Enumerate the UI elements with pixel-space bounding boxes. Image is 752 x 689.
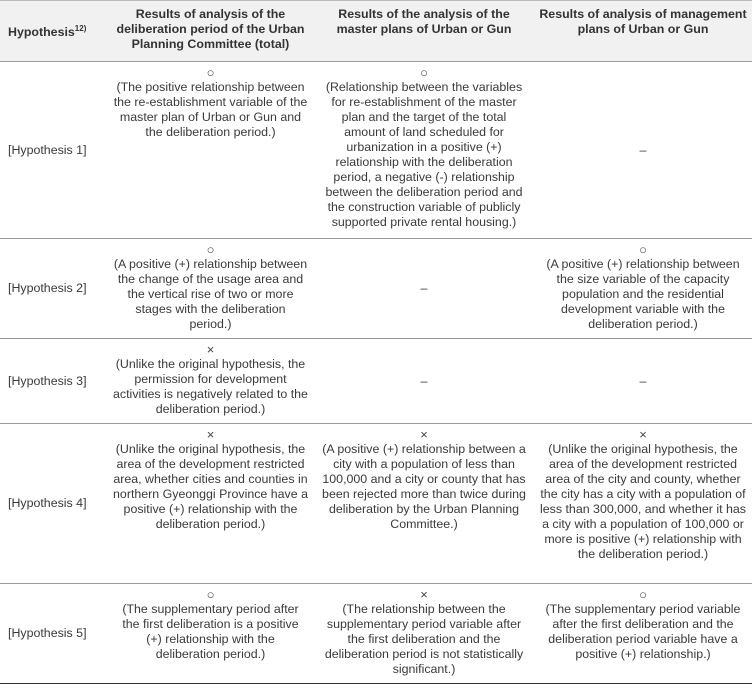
result-cell-management-plan <box>534 584 752 684</box>
result-mark: ○ <box>206 242 215 257</box>
table-row-hypothesis-5 <box>0 584 752 684</box>
result-mark: ○ <box>639 242 647 257</box>
result-text: (Unlike the original hypothesis, the area of the development restricted area of the city and county, whether the city has a city with a population of less than 300,000, and whether it has a city with a population of 100,000 or more is positive (+) relationship with the deliberation period.) <box>540 442 746 561</box>
table-row-hypothesis-2 <box>0 239 752 339</box>
result-mark: × <box>206 342 215 357</box>
table-row-hypothesis-3 <box>0 339 752 424</box>
result-text: (Relationship between the variables for re-establishment of the master plan and the target of the total amount of land scheduled for urbanization in a positive (+) relationship with the deliberation period, a negative (-) relationship between the deliberation period and the construction variable of publicly supported private rental housing.) <box>325 80 523 229</box>
result-mark: × <box>206 427 215 442</box>
hypothesis-label: [Hypothesis 4] <box>0 424 107 584</box>
result-mark: × <box>639 427 647 442</box>
result-cell-deliberation <box>107 239 314 339</box>
header-deliberation-period: Results of analysis of the deliberation period of the Urban Planning Committee (total) <box>107 1 314 62</box>
result-cell-deliberation <box>107 62 314 239</box>
header-hypothesis-label: Hypothesis <box>8 24 75 39</box>
result-text: (A positive (+) relationship between the size variable of the capacity population and the residential development variable with the deliberation period.) <box>546 257 740 331</box>
result-cell-master-plan <box>314 339 534 424</box>
result-mark: ○ <box>639 587 647 602</box>
result-cell-master-plan <box>314 584 534 684</box>
result-text: (Unlike the original hypothesis, the permission for development activities is negatively related to the deliberation period.) <box>113 357 308 416</box>
result-mark: × <box>420 587 428 602</box>
result-cell-master-plan <box>314 239 534 339</box>
result-cell-management-plan <box>534 339 752 424</box>
result-text: (A positive (+) relationship between the change of the usage area and the vertical rise of two or more stages with the deliberation period.) <box>113 257 308 331</box>
result-cell-deliberation <box>107 339 314 424</box>
result-mark: ○ <box>206 65 215 80</box>
result-cell-management-plan <box>534 62 752 239</box>
hypothesis-label: [Hypothesis 1] <box>0 62 107 239</box>
result-text: (Unlike the original hypothesis, the area of the development restricted area, whether cities and counties in northern Gyeonggi Province have a positive (+) relationship with the deliberation period.) <box>113 442 308 531</box>
not-applicable-dash: – <box>639 373 647 388</box>
header-master-plans: Results of the analysis of the master plans of Urban or Gun <box>314 1 534 62</box>
result-cell-master-plan <box>314 424 534 584</box>
hypothesis-label: [Hypothesis 2] <box>0 239 107 339</box>
not-applicable-dash: – <box>420 281 428 295</box>
result-text: (The positive relationship between the re-establishment variable of the master plan of Urban or Gun and the deliberation period.) <box>113 80 308 139</box>
result-text: (A positive (+) relationship between a city with a population of less than 100,000 and a city or county that has been rejected more than twice during deliberation by the Urban Planning Committee.) <box>322 442 526 531</box>
result-mark: ○ <box>206 587 215 602</box>
not-applicable-dash: – <box>639 142 647 157</box>
result-cell-deliberation <box>107 584 314 684</box>
table-body <box>0 62 752 684</box>
not-applicable-dash: – <box>420 373 428 388</box>
result-cell-management-plan <box>534 424 752 584</box>
header-hypothesis <box>0 1 107 62</box>
result-cell-management-plan <box>534 239 752 339</box>
result-mark: × <box>420 427 428 442</box>
hypothesis-label: [Hypothesis 3] <box>0 339 107 424</box>
result-cell-master-plan <box>314 62 534 239</box>
result-mark: ○ <box>420 65 428 80</box>
result-text: (The supplementary period variable after the first deliberation and the deliberation period variable have a positive (+) relationship.) <box>545 602 741 661</box>
result-text: (The supplementary period after the first deliberation is a positive (+) relationship with the deliberation period.) <box>122 602 299 661</box>
table-row-hypothesis-4 <box>0 424 752 584</box>
header-row <box>0 1 752 62</box>
footnote-ref: 12) <box>74 23 87 33</box>
header-management-plans: Results of analysis of management plans of Urban or Gun <box>534 1 752 62</box>
result-cell-deliberation <box>107 424 314 584</box>
hypothesis-label: [Hypothesis 5] <box>0 584 107 684</box>
result-text: (The relationship between the supplementary period variable after the first deliberation and the deliberation period is not statistically significant.) <box>324 602 524 676</box>
table-row-hypothesis-1 <box>0 62 752 239</box>
table-header <box>0 1 752 62</box>
